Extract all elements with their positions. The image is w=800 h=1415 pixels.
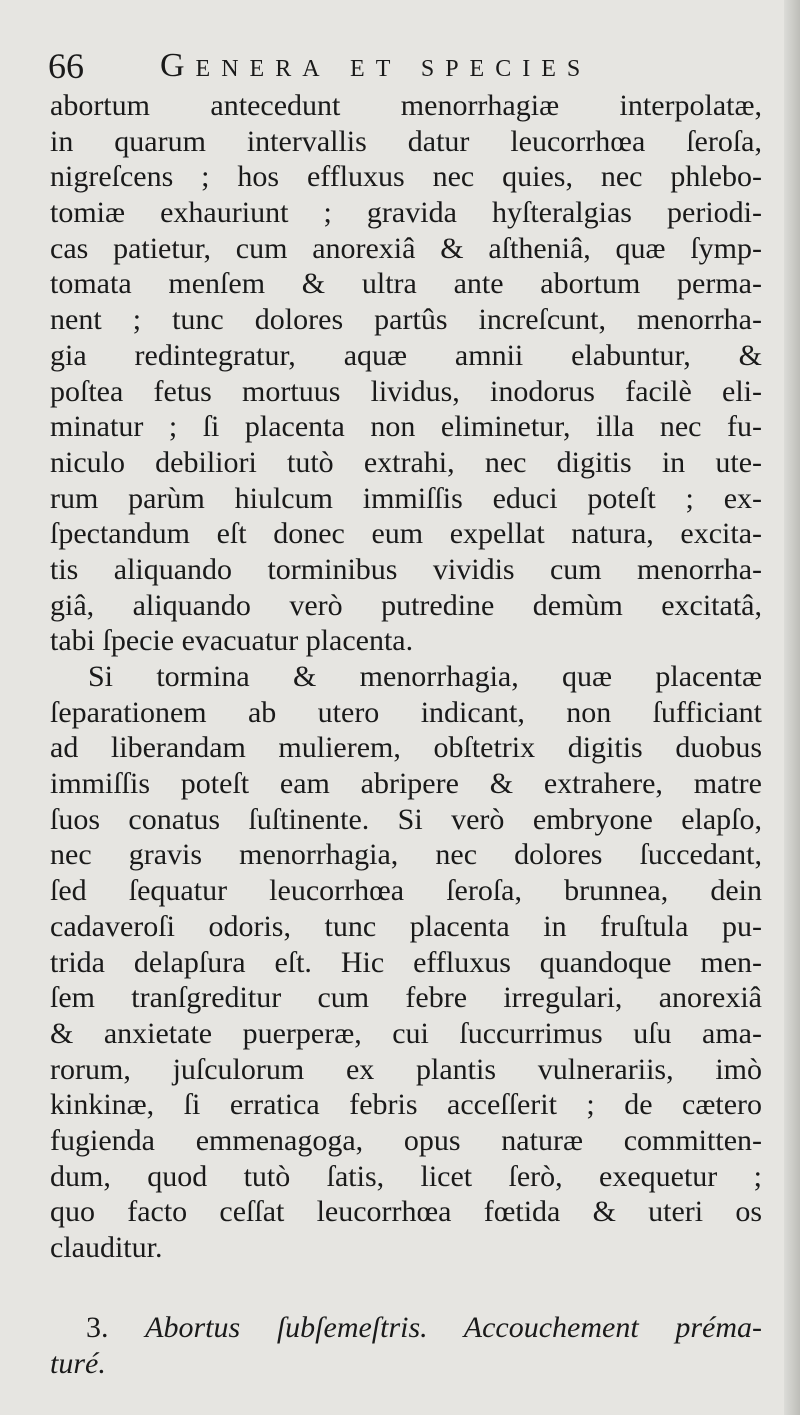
paragraph-1 <box>50 88 762 659</box>
text-line: trida delapſura eſt. Hic effluxus quandoque men- <box>50 945 762 979</box>
text-line: ad liberandam mulierem, obſtetrix digitis duobus <box>50 731 762 765</box>
text-line: & anxietate puerperæ, cui ſuccurrimus uſu ama- <box>50 1016 762 1050</box>
text-line: nent ; tunc dolores partûs increſcunt, menorrha- <box>50 303 762 337</box>
section-title-continuation: turé. <box>50 1347 106 1380</box>
text-line: abortum antecedunt menorrhagiæ interpolatæ, <box>50 89 762 122</box>
text-line: ſeparationem ab utero indicant, non ſufficiant <box>50 695 762 729</box>
text-line: ſem tranſgreditur cum febre irregulari, anorexiâ <box>50 981 762 1015</box>
text-line: quo facto ceſſat leucorrhœa fœtida & uteri os <box>50 1195 762 1229</box>
text-line: tomiæ exhauriunt ; gravida hyſteralgias periodi- <box>50 196 762 230</box>
text-line: minatur ; ſi placenta non eliminetur, illa nec fu- <box>50 410 762 444</box>
section-title: Abortus ſubſemeſtris. Accouchement préma- <box>145 1311 762 1344</box>
page-number: 66 <box>48 46 84 86</box>
text-line: tis aliquando torminibus vividis cum menorrha- <box>50 552 762 586</box>
text-line: niculo debiliori tutò extrahi, nec digitis in ute- <box>50 445 762 479</box>
text-line: Si tormina & menorrhagia, quæ placentæ <box>88 660 762 693</box>
text-line: rum parùm hiulcum immiſſis educi poteſt ; ex- <box>50 481 762 515</box>
text-line: ſed ſequatur leucorrhœa ſeroſa, brunnea, dein <box>50 874 762 908</box>
text-line: ſuos conatus ſuſtinente. Si verò embryone elapſo, <box>50 802 762 836</box>
text-line: rorum, juſculorum ex plantis vulnerariis, imò <box>50 1052 762 1086</box>
page-gutter-shadow <box>784 0 800 1415</box>
text-line: tomata menſem & ultra ante abortum perma- <box>50 267 762 301</box>
text-line: immiſſis poteſt eam abripere & extrahere, matre <box>50 767 762 801</box>
text-line: nec gravis menorrhagia, nec dolores ſuccedant, <box>50 838 762 872</box>
text-line: dum, quod tutò ſatis, licet ſerò, exequetur ; <box>50 1159 762 1193</box>
text-line: cadaveroſi odoris, tunc placenta in fruſtula pu- <box>50 909 762 943</box>
text-line: cas patietur, cum anorexiâ & aſtheniâ, quæ ſymp- <box>50 231 762 265</box>
text-line: gia redintegratur, aquæ amnii elabuntur, & <box>50 338 762 372</box>
body-text <box>50 88 762 1266</box>
text-line: ſpectandum eſt donec eum expellat natura, excita- <box>50 517 762 551</box>
text-line: kinkinæ, ſi erratica febris acceſſerit ; de cætero <box>50 1088 762 1122</box>
text-line: clauditur. <box>50 1231 163 1264</box>
text-line: tabi ſpecie evacuatur placenta. <box>50 624 414 658</box>
text-line: in quarum intervallis datur leucorrhœa ſeroſa, <box>50 124 762 158</box>
section-heading-line <box>86 1310 762 1346</box>
page-header <box>48 40 748 92</box>
text-line: nigreſcens ; hos effluxus nec quies, nec phlebo- <box>50 160 762 194</box>
section-number: 3. <box>86 1311 109 1344</box>
text-line: poſtea fetus mortuus lividus, inodorus facilè eli- <box>50 374 762 408</box>
paragraph-2 <box>50 659 762 1266</box>
text-line: fugienda emmenagoga, opus naturæ committen- <box>50 1123 762 1157</box>
text-line: giâ, aliquando verò putredine demùm excitatâ, <box>50 588 762 622</box>
running-title: Genera et species <box>160 47 592 84</box>
section-heading <box>50 1310 762 1382</box>
